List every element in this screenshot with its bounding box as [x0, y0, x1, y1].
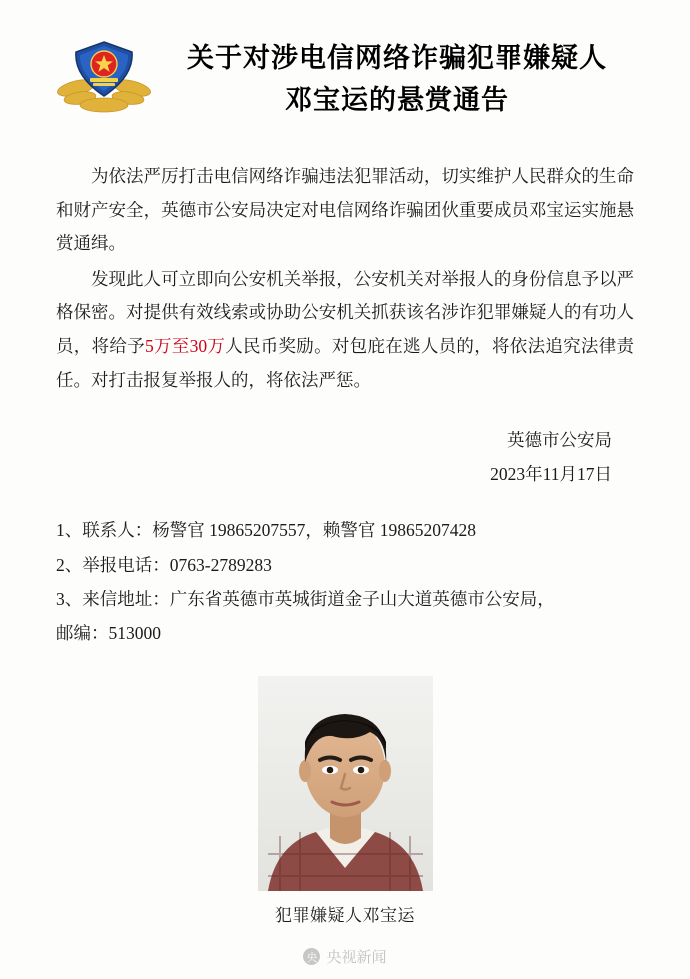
contact-2-label: 举报电话：	[82, 554, 170, 575]
contact-item-1	[56, 513, 634, 547]
paragraph-1-text: 为依法严厉打击电信网络诈骗违法犯罪活动，切实维护人民群众的生命和财产安全，英德市公安局决定对电信网络诈骗团伙重要成员邓宝运实施悬赏通缉。	[56, 166, 634, 254]
signature-block	[56, 423, 634, 491]
contact-item-3	[56, 582, 634, 616]
contact-1-value: 杨警官 19865207557，赖警官 19865207428	[152, 520, 476, 541]
suspect-photo-block	[56, 676, 634, 926]
cctv-news-logo-icon: 央	[303, 948, 320, 965]
contact-1-label: 联系人：	[82, 520, 153, 541]
document-title	[166, 38, 634, 122]
title-line-1: 关于对涉电信网络诈骗犯罪嫌疑人	[187, 43, 607, 74]
watermark-text: 央视新闻	[326, 949, 387, 966]
document-header	[56, 0, 634, 126]
issuing-authority: 英德市公安局	[507, 430, 612, 451]
contact-list	[56, 513, 634, 650]
contact-1-index: 1、	[56, 520, 83, 541]
photo-caption: 犯罪嫌疑人邓宝运	[275, 905, 415, 925]
paragraph-2	[56, 263, 634, 397]
title-line-2: 邓宝运的悬赏通告	[285, 85, 509, 115]
paragraph-2-text-part2: 人民币奖励。对包庇在逃人员的，将依法追究法律责任。对打击报复举报人的，将依法严惩。	[56, 335, 635, 390]
reward-amount-highlight: 5万至30万	[144, 335, 226, 356]
watermark	[0, 946, 690, 967]
contact-postal-code: 邮编：513000	[56, 622, 161, 643]
contact-2-value: 0763-2789283	[169, 554, 272, 575]
contact-3-value: 广东省英德市英城街道金子山大道英德市公安局，	[169, 588, 555, 609]
issue-date: 2023年11月17日	[490, 464, 612, 485]
police-emblem-icon	[56, 34, 152, 126]
contact-item-2	[56, 548, 634, 582]
contact-3-index: 3、	[56, 588, 83, 609]
contact-3-label: 来信地址：	[82, 588, 170, 609]
suspect-photo	[258, 676, 433, 891]
document-body	[56, 160, 634, 397]
contact-2-index: 2、	[56, 554, 83, 575]
paragraph-2-text-part1: 发现此人可立即向公安机关举报，公安机关对举报人的身份信息予以严格保密。对提供有效线索或协助公安机关抓获该名涉诈犯罪嫌疑人的有功人员，将给予	[56, 268, 634, 356]
paragraph-1	[56, 160, 634, 261]
